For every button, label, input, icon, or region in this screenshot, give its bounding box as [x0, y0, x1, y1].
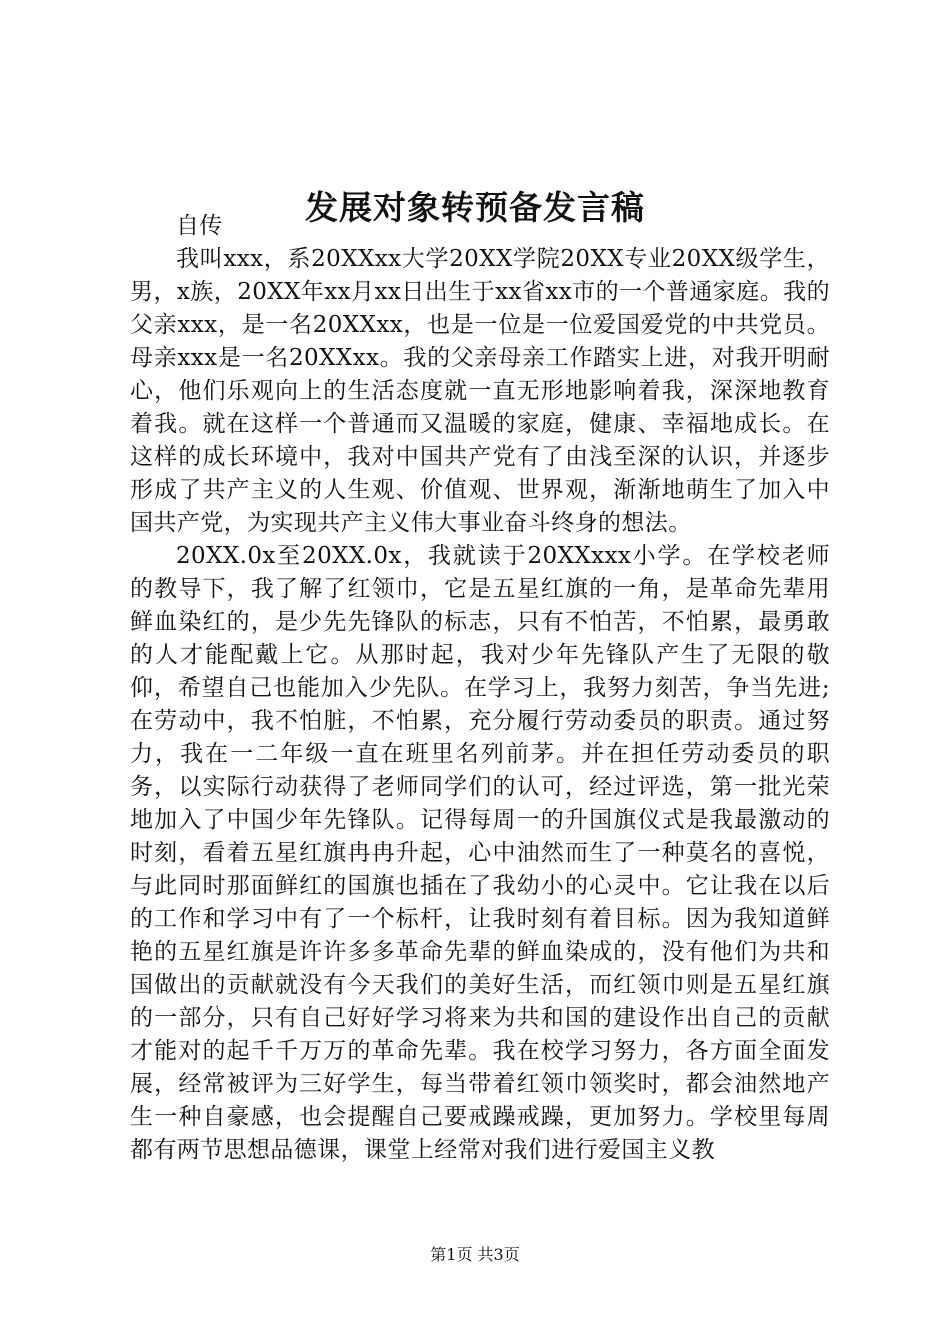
document-body: [130, 210, 830, 1167]
section-heading: 自传: [176, 213, 223, 239]
paragraph: 我叫xxx，系20XXxx大学20XX学院20XX专业20XX级学生，男，x族，20XX年xx月xx日出生于xx省xx市的一个普通家庭。我的父亲xxx，是一名20XXxx，也是一位是一位爱国爱党的中共党员。母亲xxx是一名20XXxx。我的父亲母亲工作踏实上进，对我开明耐心，他们乐观向上的生活态度就一直无形地影响着我，深深地教育着我。就在这样一个普通而又温暖的家庭，健康、幸福地成长。在这样的成长环境中，我对中国共产党有了由浅至深的认识，并逐步形成了共产主义的人生观、价值观、世界观，渐渐地萌生了加入中国共产党，为实现共产主义伟大事业奋斗终身的想法。: [130, 246, 830, 536]
page-footer: 第1页 共3页: [430, 1245, 520, 1264]
paragraph: 20XX.0x至20XX.0x，我就读于20XXxxx小学。在学校老师的教导下，我了解了红领巾，它是五星红旗的一角，是革命先辈用鲜血染红的，是少先先锋队的标志，只有不怕苦，不怕累，最勇敢的人才能配戴上它。从那时起，我对少年先锋队产生了无限的敬仰，希望自己也能加入少先队。在学习上，我努力刻苦，争当先进;在劳动中，我不怕脏，不怕累，充分履行劳动委员的职责。通过努力，我在一二年级一直在班里名列前茅。并在担任劳动委员的职务，以实际行动获得了老师同学们的认可，经过评选，第一批光荣地加入了中国少年先锋队。记得每周一的升国旗仪式是我最激动的时刻，看着五星红旗冉冉升起，心中油然而生了一种莫名的喜悦，与此同时那面鲜红的国旗也插在了我幼小的心灵中。它让我在以后的工作和学习中有了一个标杆，让我时刻有着目标。因为我知道鲜艳的五星红旗是许许多多革命先辈的鲜血染成的，没有他们为共和国做出的贡献就没有今天我们的美好生活，而红领巾则是五星红旗的一部分，只有自己好好学习将来为共和国的建设作出自己的贡献才能对的起千千万万的革命先辈。我在校学习努力，各方面全面发展，经常被评为三好学生，每当带着红领巾领奖时，都会油然地产生一种自豪感，也会提醒自己要戒躁戒躁，更加努力。学校里每周都有两节思想品德课，课堂上经常对我们进行爱国主义教: [130, 543, 830, 1163]
page-title: 发展对象转预备发言稿: [305, 188, 645, 227]
